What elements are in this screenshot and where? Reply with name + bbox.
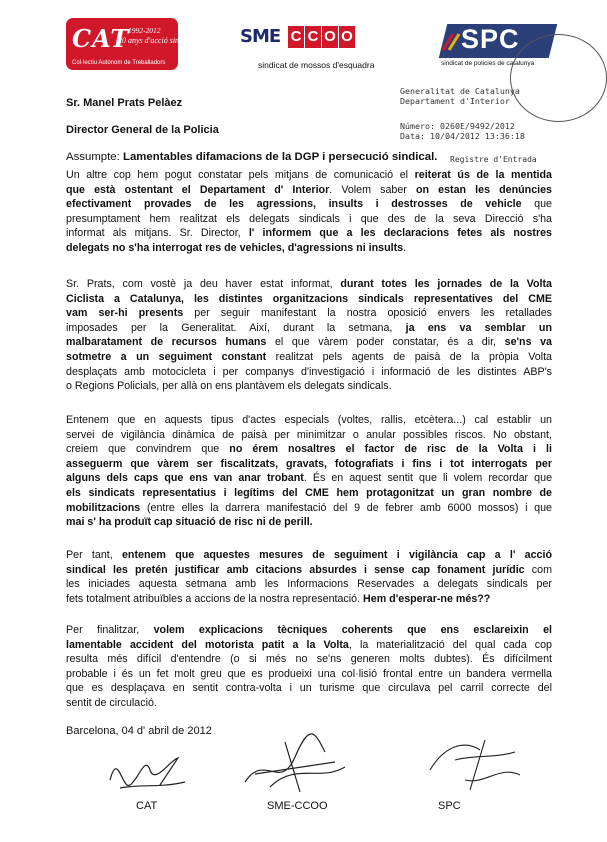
paragraph-line bbox=[66, 548, 552, 563]
paragraph-line bbox=[66, 638, 552, 653]
paragraph-line bbox=[66, 212, 552, 227]
stamp-line-1: Generalitat de Catalunya bbox=[400, 86, 520, 96]
sme-logo-text: SME bbox=[240, 26, 281, 47]
paragraph-line bbox=[66, 457, 552, 472]
body-text: (entre elles la darrera manifestació del 9 de febrer amb 6000 mossos) i que bbox=[140, 501, 552, 514]
body-text: que bbox=[521, 198, 552, 211]
paragraph-line bbox=[66, 413, 552, 428]
subject-label: Assumpte: bbox=[66, 151, 123, 163]
bold-text: volem explicacions tècniques coherents que ens esclareixin el bbox=[153, 624, 552, 636]
paragraph-line bbox=[66, 197, 552, 212]
body-text: Sr. Prats, com vostè ja deu haver estat informat, bbox=[66, 278, 341, 290]
cat-logo bbox=[66, 18, 196, 70]
bold-text: delegats no s'ha interrogat res de vehicles, d'agressions ni insults bbox=[66, 241, 404, 254]
paragraph-line bbox=[66, 681, 552, 696]
stamp-registry: Registre d'Entrada bbox=[450, 155, 537, 164]
paragraph-line bbox=[66, 563, 552, 578]
paragraph-line bbox=[66, 623, 552, 638]
cat-logo-years: 1992-2012 bbox=[128, 26, 161, 35]
paragraph-line bbox=[66, 335, 552, 350]
bold-text: sindical les pretén justificar amb citacions absurdes i sense cap fonament jurídic bbox=[66, 563, 525, 576]
signature-label-spc: SPC bbox=[438, 800, 461, 812]
paragraph-line bbox=[66, 277, 552, 292]
body-text: per seguir manifestant la nostra oposició envers les retallades bbox=[183, 307, 553, 320]
paragraph-line bbox=[66, 168, 552, 183]
sme-ccoo-signature bbox=[225, 722, 355, 802]
paragraph-line bbox=[66, 350, 552, 365]
bold-text: sotmetre a un seguiment constant bbox=[66, 350, 267, 363]
ccoo-logo-letters bbox=[288, 26, 355, 48]
bold-text: se'ns va bbox=[504, 336, 552, 349]
body-text: probable i és un fet molt greu que es produeixi una col·lisió frontal entre un bandera vermella bbox=[66, 667, 552, 680]
body-text: servei de vigilància dinàmica de paisà per minimitzar o anular possibles riscos. No obstant, bbox=[66, 428, 552, 441]
bold-text: Ciclista a Catalunya, les distintes organitzacions sindicals representatives del CME bbox=[66, 292, 552, 305]
body-text: realitzat pels agents de paisà de la pròpia Volta bbox=[266, 350, 552, 363]
bold-text: Hem d'esperar-ne més?? bbox=[363, 592, 491, 605]
paragraph-line bbox=[66, 428, 552, 443]
stamp-oval-mark bbox=[510, 34, 607, 122]
ccoo-letter: O bbox=[322, 26, 338, 48]
body-text: el que vàrem poder constatar, és a dir, bbox=[266, 336, 505, 349]
bold-text: alguns dels caps que ens van anar trobant bbox=[66, 472, 304, 485]
body-text: fets totalment atribuïbles a accions de la nostra representació. bbox=[66, 592, 364, 605]
bold-text: que està ostentant el Departament d' Interior bbox=[66, 183, 330, 196]
bold-text: l' informem que a les declaracions fetes als nostres bbox=[248, 227, 552, 240]
bold-text: no érem nosaltres el factor de risc de la Volta i li bbox=[229, 443, 553, 456]
body-text: , la materialització del qual cada cop bbox=[348, 638, 552, 651]
cat-logo-subtitle: Col·lectiu Autònom de Treballadors bbox=[72, 60, 166, 66]
paragraph-line bbox=[66, 183, 552, 198]
stamp-number: Número: 0260E/9492/2012 bbox=[400, 121, 515, 131]
paragraph-line bbox=[66, 471, 552, 486]
paragraph-line bbox=[66, 241, 552, 256]
cat-signature bbox=[100, 740, 200, 800]
stamp-line-2: Departament d'Interior bbox=[400, 96, 510, 106]
cat-logo-text: CAT bbox=[72, 24, 130, 53]
sme-ccoo-tagline: sindicat de mossos d'esquadra bbox=[258, 60, 375, 70]
body-text: creiem que convindrem que bbox=[66, 443, 230, 456]
paragraph-line bbox=[66, 501, 552, 516]
paragraph-line bbox=[66, 486, 552, 501]
sme-ccoo-logo bbox=[240, 22, 400, 78]
paragraph-line bbox=[66, 321, 552, 336]
spc-tagline: sindicat de policies de catalunya bbox=[441, 60, 535, 67]
paragraph-line bbox=[66, 696, 552, 711]
paragraph-line bbox=[66, 292, 552, 307]
bold-text: mai s' ha produït cap situació de risc ni de perill. bbox=[66, 516, 313, 529]
paragraph-line bbox=[66, 442, 552, 457]
body-text: Per tant, bbox=[66, 549, 122, 561]
subject-text: Lamentables difamacions de la DGP i persecució sindical. bbox=[122, 151, 438, 163]
body-text: sentit de circulació. bbox=[66, 696, 157, 709]
bold-text: els sindicats representatius i legítims del CME hem protagonitzat un gran nombre de bbox=[66, 486, 552, 499]
recipient-title: Director General de la Policia bbox=[66, 124, 219, 136]
body-text: . bbox=[403, 241, 407, 254]
body-text: o Regions Policials, per allà on ens plantàvem els delegats sindicals. bbox=[66, 380, 392, 393]
bold-text: mobilitzacions bbox=[66, 501, 141, 514]
body-text: Per finalitzar, bbox=[66, 624, 154, 636]
body-text: informat als mitjans. Sr. Director, bbox=[66, 227, 249, 240]
paragraph-line bbox=[66, 379, 552, 394]
body-paragraph bbox=[66, 548, 552, 606]
body-text: presumptament hem realitzat els delegats sindicals i que des de la seva Direcció s'ha bbox=[66, 212, 552, 225]
bold-text: asseguerm que vàrem ser fiscalitzats, gravats, fotografiats i fins i tot interrogats per bbox=[66, 457, 552, 470]
paragraph-line bbox=[66, 365, 552, 380]
closing-dateline: Barcelona, 04 d' abril de 2012 bbox=[66, 725, 212, 737]
bold-text: reiterat ús de la mentida bbox=[414, 169, 552, 181]
bold-text: entenem que aquestes mesures de seguiment i vigilància cap a l' acció bbox=[121, 549, 552, 561]
spc-logo-text: SPC bbox=[461, 24, 520, 54]
ccoo-letter: O bbox=[339, 26, 355, 48]
ccoo-letter: C bbox=[305, 26, 321, 48]
body-text: . És en aquest sentit que li volem recordar que bbox=[303, 472, 553, 485]
bold-text: ja ens va semblar un bbox=[405, 321, 552, 334]
paragraph-line bbox=[66, 592, 552, 607]
signature-label-cat: CAT bbox=[136, 800, 158, 812]
body-text: desplaçats amb motocicleta i per companys d'investigació i informació de les distintes ABP's bbox=[66, 365, 552, 378]
paragraph-line bbox=[66, 667, 552, 682]
bold-text: malbaratament de recursos humans bbox=[66, 336, 267, 349]
bold-text: on estan les denúncies bbox=[415, 183, 552, 196]
body-text: que es desplaçava en sentit contra-volta i un turisme que circulava pel carril correcte del bbox=[66, 682, 552, 695]
signature-label-sme-ccoo: SME-CCOO bbox=[267, 800, 328, 812]
subject-line bbox=[66, 151, 437, 163]
paragraph-line bbox=[66, 577, 552, 592]
body-paragraph bbox=[66, 168, 552, 256]
body-text: Entenem que en aquests tipus d'actes especials (voltes, rallis, etcètera...) cal establir un bbox=[66, 414, 552, 426]
cat-logo-anniversary: 20 anys d'acció sindical bbox=[118, 36, 196, 45]
body-text: resulta més difícil d'entendre (o si més no se'ns generen molts dubtes). És difícilment bbox=[66, 653, 552, 666]
spc-signature bbox=[425, 730, 535, 800]
paragraph-line bbox=[66, 515, 552, 530]
stamp-date: Data: 10/04/2012 13:36:18 bbox=[400, 131, 525, 141]
paragraph-line bbox=[66, 306, 552, 321]
body-text: imposades per la Generalitat. Així, durant la setmana, bbox=[66, 321, 406, 334]
body-paragraph bbox=[66, 623, 552, 711]
bold-text: durant totes les jornades de la Volta bbox=[340, 278, 552, 290]
bold-text: lamentable accident del motorista patit a la Volta bbox=[66, 638, 349, 651]
body-text: les iniciades aquesta setmana amb les Informacions Reservades a delegats sindicals per bbox=[66, 578, 552, 591]
bold-text: efectivament provades de les agressions, insults i destrosses de vehicle bbox=[66, 198, 522, 211]
ccoo-letter: C bbox=[288, 26, 304, 48]
body-paragraph bbox=[66, 277, 552, 394]
bold-text: vam ser-hi presents bbox=[66, 307, 184, 320]
body-paragraph bbox=[66, 413, 552, 530]
paragraph-line bbox=[66, 652, 552, 667]
body-text: com bbox=[524, 563, 552, 576]
body-text: . Volem saber bbox=[329, 183, 416, 196]
recipient-name: Sr. Manel Prats Pelàez bbox=[66, 97, 183, 109]
body-text: Un altre cop hem pogut constatar pels mitjans de comunicació el bbox=[66, 169, 415, 181]
paragraph-line bbox=[66, 226, 552, 241]
